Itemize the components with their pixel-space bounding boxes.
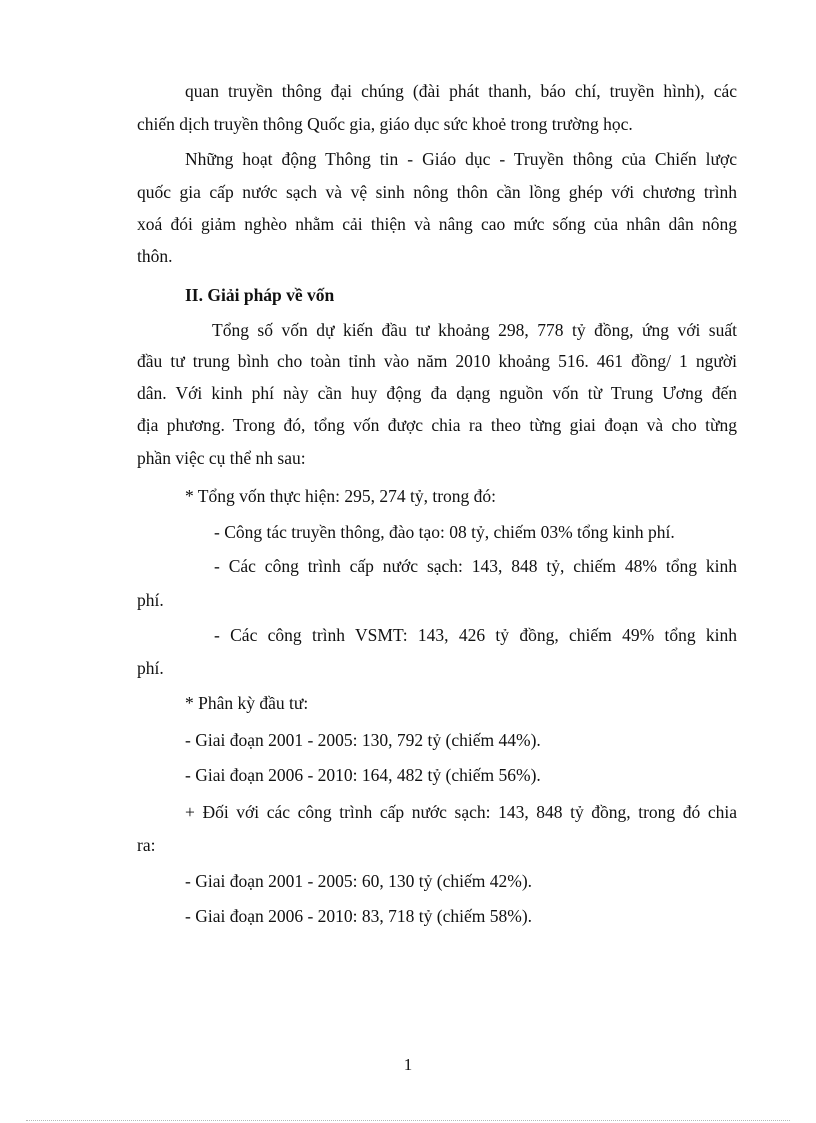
list-item: - Công tác truyền thông, đào tạo: 08 tỷ, chiếm 03% tổng kinh phí. [214,522,675,542]
body-line: Những hoạt động Thông tin - Giáo dục - Truyền thông của Chiến lược [185,149,737,169]
list-heading: * Phân kỳ đầu tư: [185,693,309,713]
list-item: - Giai đoạn 2001 - 2005: 130, 792 tỷ (chiếm 44%). [185,730,541,750]
body-line: xoá đói giảm nghèo nhằm cải thiện và nâng cao mức sống của nhân dân nông [137,214,737,234]
body-line: dân. Với kinh phí này cần huy động đa dạng nguồn vốn từ Trung Ương đến [137,383,737,403]
section-heading: II. Giải pháp về vốn [185,285,335,305]
body-line: Tổng số vốn dự kiến đầu tư khoảng 298, 778 tỷ đồng, ứng với suất [212,320,737,340]
list-heading: * Tổng vốn thực hiện: 295, 274 tỷ, trong đó: [185,486,497,506]
list-item: - Giai đoạn 2006 - 2010: 83, 718 tỷ (chiếm 58%). [185,906,533,926]
list-heading: + Đối với các công trình cấp nước sạch: 143, 848 tỷ đồng, trong đó chia [185,802,737,822]
body-line: quan truyền thông đại chúng (đài phát thanh, báo chí, truyền hình), các [185,81,737,101]
page-number: 1 [403,1055,413,1074]
list-item-continuation: phí. [137,590,164,610]
body-line: phần việc cụ thể nh sau: [137,448,306,468]
list-item: - Các công trình VSMT: 143, 426 tỷ đồng, chiếm 49% tổng kinh [214,625,737,645]
list-item: - Giai đoạn 2001 - 2005: 60, 130 tỷ (chiếm 42%). [185,871,533,891]
list-item: - Các công trình cấp nước sạch: 143, 848 tỷ, chiếm 48% tổng kinh [214,556,737,576]
body-line: đầu tư trung bình cho toàn tỉnh vào năm 2010 khoảng 516. 461 đồng/ 1 người [137,351,737,371]
body-line: chiến dịch truyền thông Quốc gia, giáo dục sức khoẻ trong trường học. [137,114,633,134]
list-item-continuation: phí. [137,658,164,678]
list-item: - Giai đoạn 2006 - 2010: 164, 482 tỷ (chiếm 56%). [185,765,541,785]
body-line: thôn. [137,246,173,266]
page-bottom-divider [26,1120,790,1121]
list-heading-continuation: ra: [137,835,156,855]
body-line: quốc gia cấp nước sạch và vệ sinh nông thôn cần lồng ghép với chương trình [137,182,737,202]
body-line: địa phương. Trong đó, tổng vốn được chia ra theo từng giai đoạn và cho từng [137,415,737,435]
